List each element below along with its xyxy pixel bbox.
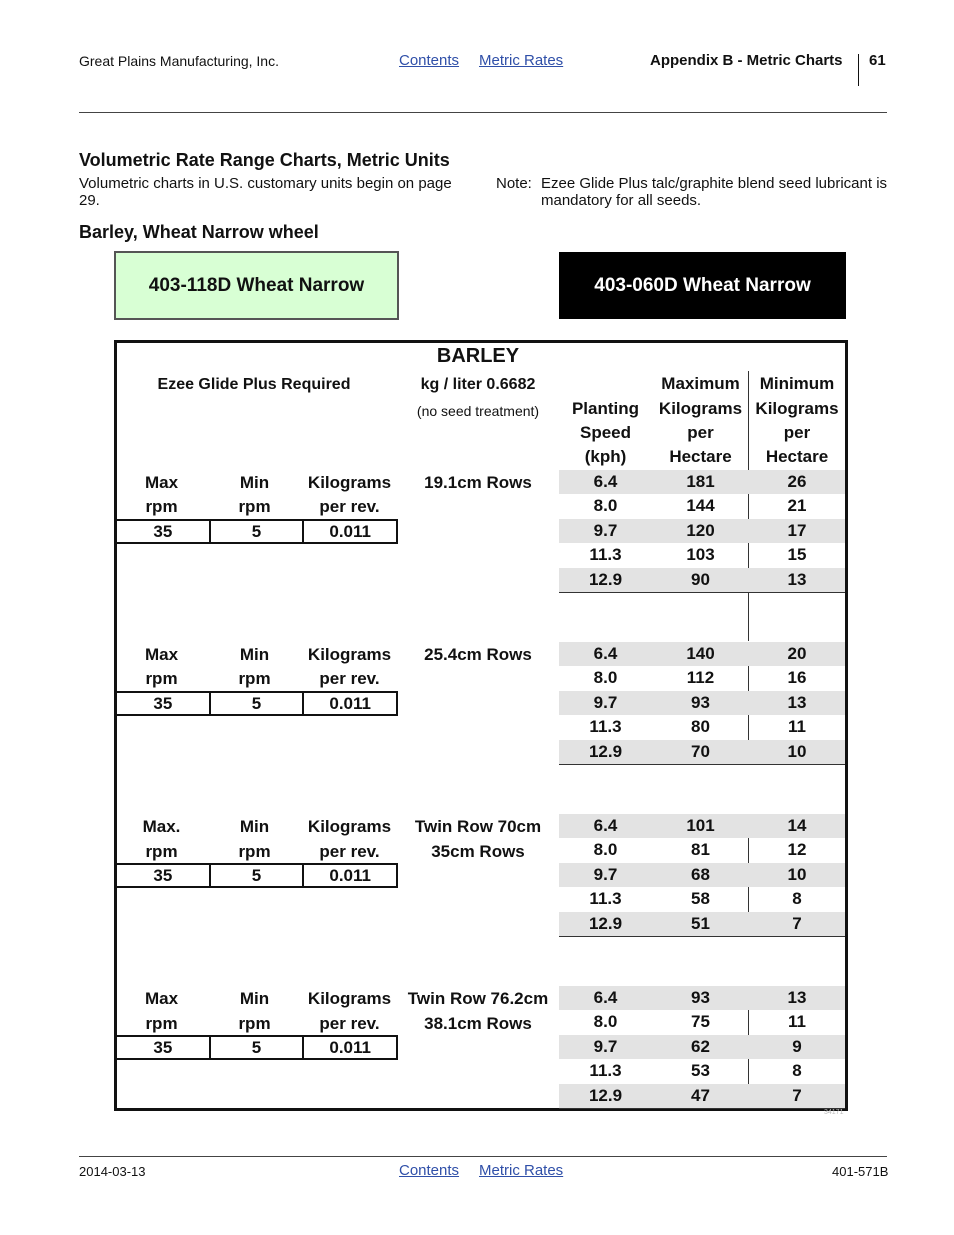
speed-cell: 9.7 [593,1036,618,1056]
min-kg-cell: 7 [792,1085,802,1105]
rpm-values-box [115,1035,398,1060]
col-max-4: Hectare [669,447,732,466]
speed-cell: 12.9 [588,569,623,589]
max-kg-cell: 68 [691,864,710,884]
speed-cell: 8.0 [593,668,618,688]
max-kg-cell: 144 [686,496,715,516]
min-kg-cell: 26 [787,472,807,491]
col-max-header [652,371,749,469]
footer-rule [79,1156,887,1157]
min-kg-cell: 20 [787,644,807,663]
col-speed-header [559,396,652,469]
min-kg-cell: 11 [788,717,806,737]
rate-row [559,863,845,887]
hdr-kg-rev: per rev. [319,1014,380,1033]
ezee-required: Ezee Glide Plus Required [157,376,351,393]
min-kg-cell: 8 [792,1061,802,1081]
col-speed-3: (kph) [584,447,627,466]
rate-row [559,543,845,567]
min-kg-cell: 10 [787,741,807,761]
max-rpm-value: 35 [153,1038,173,1057]
block-bottom-rule [559,936,845,937]
section-heading: Volumetric Rate Range Charts, Metric Units [79,150,450,170]
speed-cell: 11.3 [589,889,622,909]
hdr-max-rpm: rpm [145,842,178,861]
rate-row [559,642,845,666]
hdr-kg: Kilograms [307,989,392,1008]
min-kg-cell: 11 [788,1012,806,1032]
figure-id: 34171 [824,1109,844,1116]
speed-cell: 6.4 [593,816,618,835]
header-rule [79,112,887,113]
max-rpm-value: 35 [153,694,173,713]
min-kg-cell: 12 [787,840,807,860]
max-kg-cell: 53 [691,1061,710,1081]
footer-doc-number: 401-571B [832,1164,889,1179]
block-bottom-rule [559,764,845,765]
min-kg-cell: 13 [787,569,807,589]
hdr-kg: Kilograms [307,473,392,492]
chart-title: BARLEY [436,345,520,367]
block-bottom-rule [559,592,845,593]
speed-cell: 8.0 [593,840,618,860]
col-min-4: Hectare [765,447,829,466]
max-kg-cell: 81 [691,840,710,860]
min-kg-cell: 14 [787,816,807,835]
speed-cell: 6.4 [593,988,618,1007]
hdr-max-rpm: rpm [145,669,178,688]
page-number: 61 [869,52,886,69]
footer-date: 2014-03-13 [79,1164,146,1179]
header-divider [858,54,859,86]
speed-cell: 11.3 [589,1061,622,1081]
black-wheel-box [559,252,846,319]
speed-cell: 9.7 [593,692,618,712]
max-kg-cell: 140 [686,644,715,663]
rate-row [559,1084,845,1108]
col-min-2: Kilograms [755,399,839,418]
hdr-max: Max [144,473,179,492]
hdr-max-rpm: rpm [145,497,178,516]
hdr-min-rpm: rpm [238,497,271,516]
kg-rev-value: 0.011 [302,865,396,886]
hdr-kg-rev: per rev. [319,497,380,516]
rate-row [559,986,845,1010]
hdr-min-rpm: rpm [238,842,271,861]
min-kg-cell: 10 [787,864,807,884]
block-bottom-rule [559,1108,845,1109]
min-kg-cell: 21 [787,496,807,516]
min-kg-cell: 13 [787,692,807,712]
max-kg-cell: 101 [686,816,715,835]
min-rpm-value: 5 [209,1037,303,1058]
max-rpm-value: 35 [153,866,173,885]
max-kg-cell: 93 [691,692,710,712]
row-spacing-label: 19.1cm Rows [424,473,532,492]
hdr-max: Max [144,989,179,1008]
col-max-3: per [687,423,714,442]
rate-row [559,887,845,911]
rpm-values-box [115,519,398,544]
rate-row [559,1059,845,1083]
max-kg-cell: 90 [691,569,710,589]
black-wheel-label: 403-060D Wheat Narrow [594,274,811,296]
rate-row [559,470,845,494]
max-kg-cell: 103 [686,545,715,565]
max-kg-cell: 80 [691,717,710,737]
rate-row [559,568,845,592]
row-spacing-label: Twin Row 76.2cm [407,989,549,1008]
col-speed-2: Speed [579,423,632,442]
green-wheel-label: 403-118D Wheat Narrow [148,274,365,296]
hdr-min-rpm: rpm [238,1014,271,1033]
max-kg-cell: 51 [691,913,710,933]
min-rpm-value: 5 [209,865,303,886]
hdr-min: Min [239,989,270,1008]
kg-rev-value: 0.011 [302,1037,396,1058]
speed-cell: 9.7 [593,520,618,540]
min-kg-cell: 13 [787,988,807,1007]
speed-cell: 11.3 [589,545,622,565]
row-spacing-label: Twin Row 70cm [414,817,542,836]
rpm-values-box [115,691,398,716]
hdr-max-rpm: rpm [145,1014,178,1033]
col-min-header [749,371,845,469]
speed-cell: 12.9 [588,1085,623,1105]
min-kg-cell: 8 [792,889,802,909]
intro-text: Volumetric charts in U.S. customary units begin on page 29. [79,175,452,209]
hdr-kg-rev: per rev. [319,842,380,861]
max-kg-cell: 58 [691,889,710,909]
rpm-values-box [115,863,398,888]
hdr-kg: Kilograms [307,645,392,664]
kg-rev-value: 0.011 [302,521,396,542]
max-kg-cell: 70 [691,741,710,761]
rate-row [559,1010,845,1034]
min-kg-cell: 7 [792,913,802,933]
kg-per-liter: kg / liter 0.6682 [420,376,536,393]
row-spacing-label: 25.4cm Rows [424,645,532,664]
note-text: Ezee Glide Plus talc/graphite blend seed lubricant is mandatory for all seeds. [541,175,888,209]
row-spacing-label-2: 38.1cm Rows [424,1014,532,1033]
col-max-2: Kilograms [658,399,743,418]
min-kg-cell: 15 [787,545,807,565]
min-kg-cell: 9 [792,1036,802,1056]
rate-row [559,912,845,936]
max-rpm-value: 35 [153,522,173,541]
speed-cell: 9.7 [593,864,618,884]
sub-heading: Barley, Wheat Narrow wheel [79,222,319,242]
min-kg-cell: 17 [787,520,807,540]
rate-row [559,838,845,862]
hdr-min: Min [239,817,270,836]
rate-row [559,715,845,739]
hdr-kg: Kilograms [307,817,392,836]
no-seed-treatment: (no seed treatment) [416,403,540,419]
company-name: Great Plains Manufacturing, Inc. [79,53,279,69]
rate-row [559,494,845,518]
col-min-1: Minimum [759,374,835,393]
rate-row [559,814,845,838]
min-rpm-value: 5 [209,521,303,542]
max-kg-cell: 47 [691,1085,710,1105]
min-rpm-value: 5 [209,693,303,714]
metric-rates-link[interactable]: Metric Rates [479,52,564,69]
hdr-min: Min [239,645,270,664]
footer-contents-link[interactable]: Contents [399,1162,460,1179]
rate-row [559,691,845,715]
speed-cell: 6.4 [593,472,618,491]
col-max-1: Maximum [661,374,740,393]
divider-v-gap-1 [748,593,749,641]
col-min-3: per [783,423,811,442]
section-title: Appendix B - Metric Charts [650,52,843,69]
hdr-min-rpm: rpm [238,669,271,688]
speed-cell: 6.4 [593,644,618,663]
hdr-max: Max [144,645,179,664]
footer-metric-rates-link[interactable]: Metric Rates [479,1162,564,1179]
speed-cell: 8.0 [593,496,618,516]
speed-cell: 8.0 [593,1012,618,1032]
kg-rev-value: 0.011 [302,693,396,714]
hdr-kg-rev: per rev. [319,669,380,688]
max-kg-cell: 181 [686,472,715,491]
max-kg-cell: 120 [686,520,715,540]
green-wheel-box [114,251,399,320]
max-kg-cell: 93 [691,988,710,1007]
speed-cell: 12.9 [588,741,623,761]
contents-link[interactable]: Contents [399,52,460,69]
note-label: Note: [496,175,532,192]
hdr-min: Min [239,473,270,492]
col-speed-1: Planting [571,399,640,418]
min-kg-cell: 16 [787,668,807,688]
hdr-max: Max. [142,817,181,836]
rate-row [559,519,845,543]
rate-row [559,740,845,764]
rate-row [559,1035,845,1059]
rate-row [559,666,845,690]
max-kg-cell: 112 [686,668,715,688]
speed-cell: 11.3 [589,717,622,737]
row-spacing-label-2: 35cm Rows [431,842,525,861]
speed-cell: 12.9 [588,913,623,933]
max-kg-cell: 62 [691,1036,710,1056]
max-kg-cell: 75 [691,1012,710,1032]
